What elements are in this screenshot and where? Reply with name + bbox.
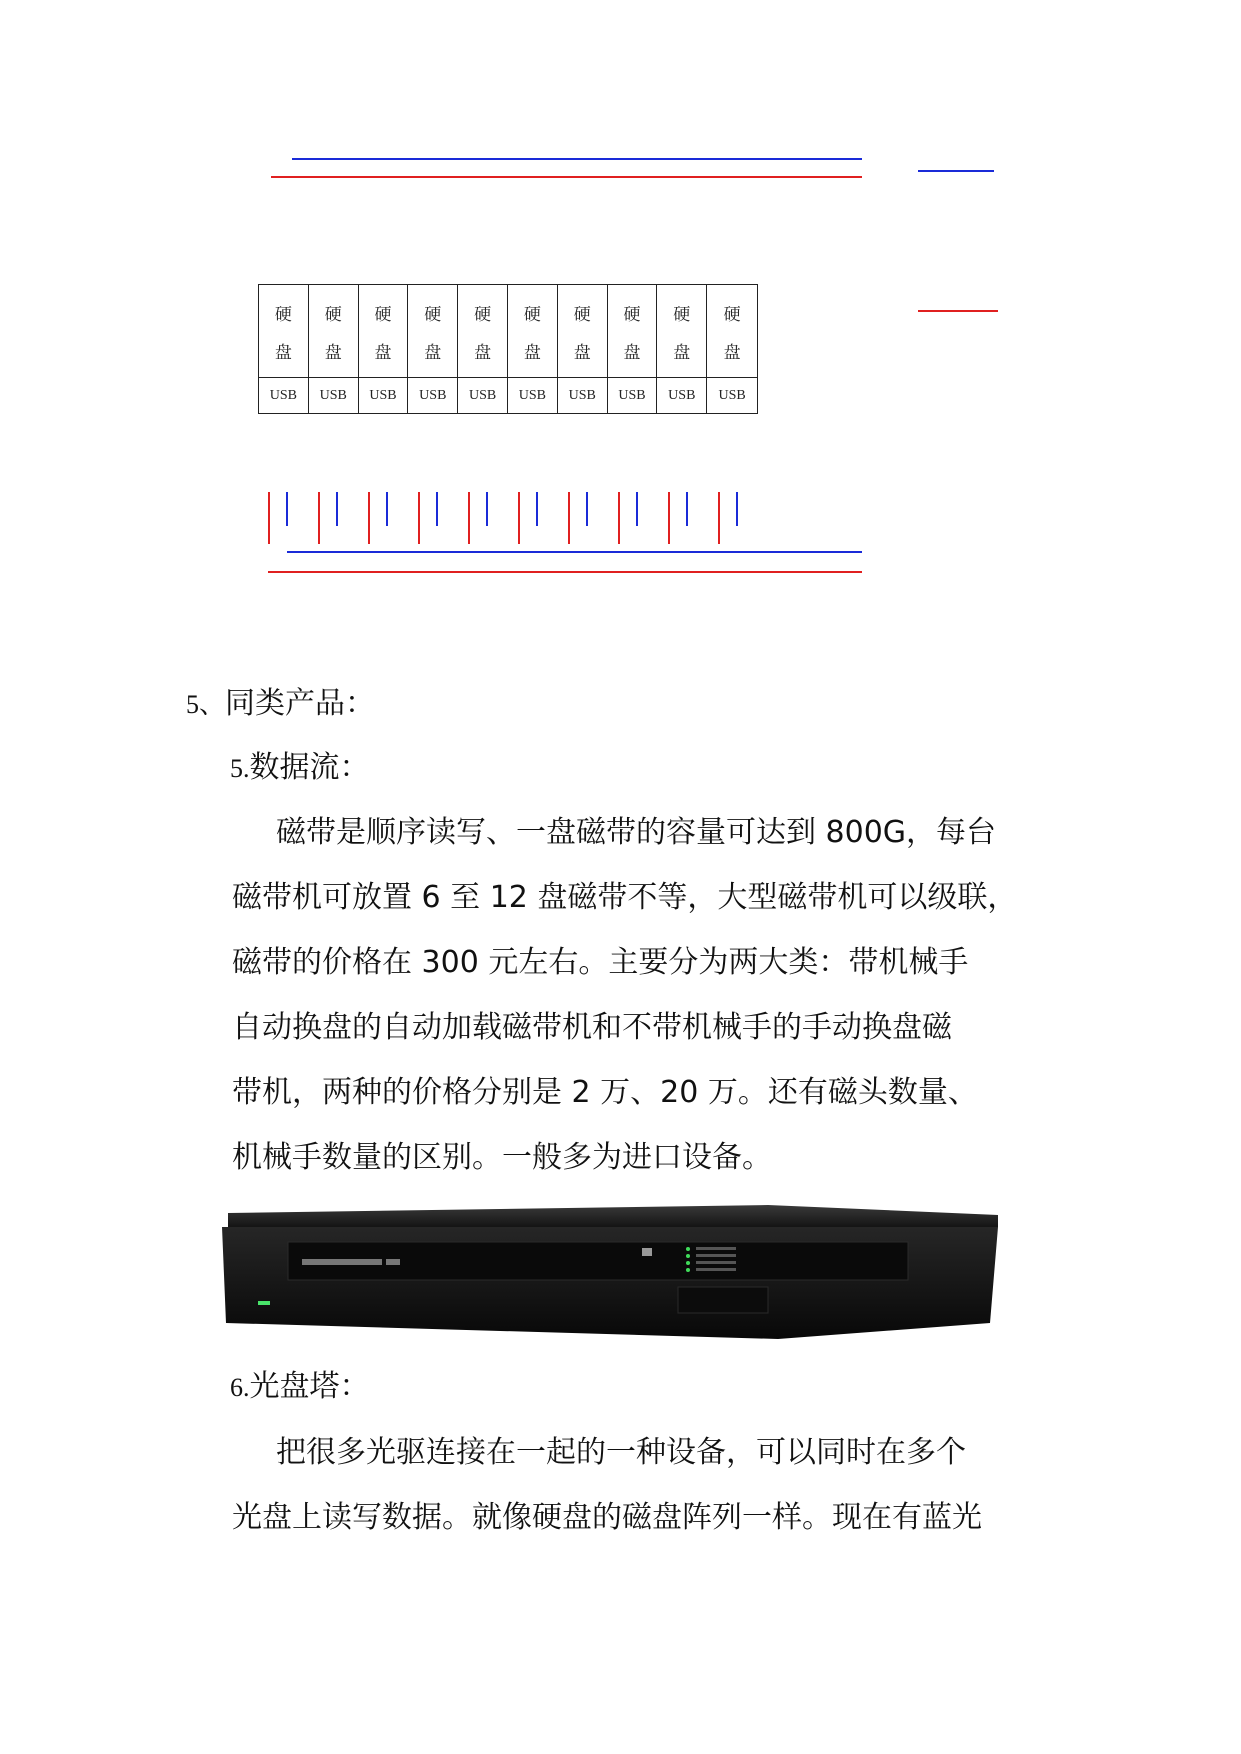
disk-label-top: 硬	[374, 304, 392, 325]
disk-label-top: 硬	[274, 304, 292, 325]
section-5-title: 同类产品：	[225, 686, 376, 721]
section-5-1-title: 数据流：	[249, 750, 370, 785]
tower-line: 把很多光驱连接在一起的一种设备，可以同时在多个	[276, 1435, 966, 1470]
blue-connector-tick	[636, 492, 638, 526]
blue-connector-tick	[586, 492, 588, 526]
tower-paragraph	[232, 1420, 1072, 1550]
disk-label-top: 硬	[723, 304, 741, 325]
disk-cell	[608, 285, 658, 377]
disk-label-bottom: 盘	[324, 342, 342, 363]
tape-drive-image	[218, 1205, 1008, 1343]
disk-label-bottom: 盘	[573, 342, 591, 363]
hard-disk-usb-table	[258, 284, 758, 414]
blue-connector-tick	[686, 492, 688, 526]
disk-cell	[657, 285, 707, 377]
disk-label-bottom: 盘	[424, 342, 442, 363]
top-red-bus-line	[271, 176, 862, 178]
top-blue-bus-line	[292, 158, 862, 160]
right-red-short-line	[918, 310, 998, 312]
usb-cell: USB	[707, 377, 757, 413]
disk-cell	[259, 285, 309, 377]
section-6-heading	[230, 1367, 370, 1408]
red-connector-tick	[268, 492, 270, 544]
right-blue-short-line	[918, 170, 994, 172]
bottom-blue-bus-line	[287, 551, 862, 553]
tower-line: 光盘上读写数据。就像硬盘的磁盘阵列一样。现在有蓝光	[232, 1500, 982, 1535]
disk-cell	[558, 285, 608, 377]
section-5-heading	[186, 684, 375, 725]
disk-label-top: 硬	[424, 304, 442, 325]
red-connector-tick	[618, 492, 620, 544]
blue-connector-tick	[486, 492, 488, 526]
disk-label-bottom: 盘	[274, 342, 292, 363]
disk-label-bottom: 盘	[623, 342, 641, 363]
red-connector-tick	[568, 492, 570, 544]
disk-label-bottom: 盘	[374, 342, 392, 363]
usb-cell: USB	[309, 377, 359, 413]
disk-label-top: 硬	[673, 304, 691, 325]
disk-label-bottom: 盘	[673, 342, 691, 363]
tape-line: 磁带机可放置 6 至 12 盘磁带不等，大型磁带机可以级联，	[232, 880, 1018, 915]
usb-cell: USB	[408, 377, 458, 413]
tape-line: 磁带是顺序读写、一盘磁带的容量可达到 800G，每台	[276, 815, 997, 850]
section-5-1-heading	[230, 748, 370, 789]
red-connector-tick	[318, 492, 320, 544]
disk-cell	[458, 285, 508, 377]
usb-cell: USB	[508, 377, 558, 413]
disk-cell	[408, 285, 458, 377]
tape-line: 磁带的价格在 300 元左右。主要分为两大类：带机械手	[232, 945, 969, 980]
usb-cell: USB	[608, 377, 658, 413]
disk-cell	[707, 285, 757, 377]
blue-connector-tick	[536, 492, 538, 526]
red-connector-tick	[368, 492, 370, 544]
tape-paragraph	[232, 800, 1072, 1190]
blue-connector-tick	[736, 492, 738, 526]
red-connector-tick	[718, 492, 720, 544]
disk-label-top: 硬	[573, 304, 591, 325]
blue-connector-tick	[286, 492, 288, 526]
disk-label-top: 硬	[324, 304, 342, 325]
red-connector-tick	[468, 492, 470, 544]
blue-connector-tick	[386, 492, 388, 526]
tape-line: 自动换盘的自动加载磁带机和不带机械手的手动换盘磁	[232, 1010, 952, 1045]
disk-label-top: 硬	[474, 304, 492, 325]
section-5-number: 5、	[186, 690, 226, 719]
usb-cell: USB	[359, 377, 409, 413]
tape-line: 带机，两种的价格分别是 2 万、20 万。还有磁头数量、	[232, 1075, 978, 1110]
disk-label-bottom: 盘	[523, 342, 541, 363]
disk-label-bottom: 盘	[723, 342, 741, 363]
usb-cell: USB	[657, 377, 707, 413]
usb-cell: USB	[259, 377, 309, 413]
red-connector-tick	[668, 492, 670, 544]
disk-label-bottom: 盘	[474, 342, 492, 363]
blue-connector-tick	[436, 492, 438, 526]
disk-cell	[309, 285, 359, 377]
red-connector-tick	[518, 492, 520, 544]
disk-cell	[508, 285, 558, 377]
usb-cell: USB	[458, 377, 508, 413]
disk-label-top: 硬	[523, 304, 541, 325]
section-6-title: 光盘塔：	[249, 1369, 370, 1404]
tape-line: 机械手数量的区别。一般多为进口设备。	[232, 1140, 772, 1175]
disk-cell	[359, 285, 409, 377]
red-connector-tick	[418, 492, 420, 544]
bottom-red-bus-line	[268, 571, 862, 573]
usb-cell: USB	[558, 377, 608, 413]
disk-label-top: 硬	[623, 304, 641, 325]
section-6-number: 6.	[230, 1373, 250, 1402]
section-5-1-number: 5.	[230, 754, 250, 783]
blue-connector-tick	[336, 492, 338, 526]
